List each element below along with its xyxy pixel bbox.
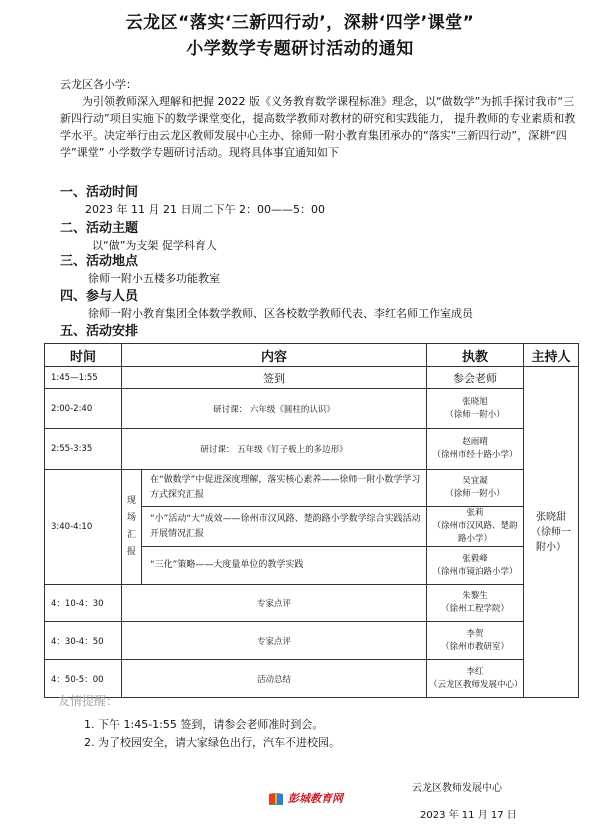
- teacher-cell: [427, 622, 524, 660]
- table-row: [45, 429, 579, 470]
- teacher-org: （徐师一附小）: [445, 489, 505, 499]
- teacher-name: 张毅峰: [462, 553, 488, 564]
- section-heading-theme: 二、活动主题: [60, 221, 139, 236]
- section-heading-time: 一、活动时间: [60, 185, 139, 200]
- teacher-cell: 参会老师: [427, 367, 524, 389]
- table-row: [45, 660, 579, 698]
- time-cell: 1:45—1:55: [45, 367, 122, 389]
- title-line-1: 云龙区“落实‘三新四行动’，深耕‘四学’课堂”: [125, 13, 475, 33]
- book-icon: [268, 792, 284, 805]
- section-heading-participants: 四、参与人员: [60, 289, 139, 304]
- content-cell: “小”活动“大”成效——徐州市汉风路、楚韵路小学数学综合实践活动开展情况汇报: [142, 507, 427, 547]
- teacher-org: （徐师一附小）: [445, 409, 505, 420]
- teacher-name: 李红: [466, 666, 484, 677]
- teacher-cell: [427, 660, 524, 698]
- time-cell: 2:55-3:35: [45, 429, 122, 470]
- section-content-location: 徐师一附小五楼多功能教室: [88, 272, 220, 285]
- teacher-cell: [427, 585, 524, 622]
- report-label-cell: [122, 470, 142, 585]
- content-cell: 签到: [122, 367, 427, 389]
- teacher-name: 吴宜凝: [462, 476, 488, 486]
- teacher-org: （徐州工程学院）: [441, 604, 510, 614]
- teacher-org: （徐州市教研室）: [441, 641, 510, 652]
- time-cell: 4：10-4：30: [45, 585, 122, 622]
- section-heading-schedule: 五、活动安排: [60, 324, 139, 339]
- teacher-name: 李贺: [466, 628, 484, 639]
- teacher-name: 赵雨晴: [462, 437, 488, 447]
- teacher-cell: [427, 507, 524, 547]
- title-line-2: 小学数学专题研讨活动的通知: [186, 39, 414, 59]
- table-row: [45, 367, 579, 389]
- table-row: [45, 389, 579, 429]
- host-cell: [524, 367, 579, 698]
- teacher-org: （徐州市镜泊路小学）: [432, 566, 518, 577]
- watermark-logo: [268, 790, 343, 806]
- time-cell: 2:00-2:40: [45, 389, 122, 429]
- header-host: 主持人: [524, 344, 579, 367]
- content-cell: 专家点评: [122, 622, 427, 660]
- section-content-time: 2023 年 11 月 21 日周二下午 2：00——5：00: [85, 203, 325, 216]
- section-heading-location: 三、活动地点: [60, 254, 139, 269]
- time-cell: 3:40-4:10: [45, 470, 122, 585]
- header-content: 内容: [122, 344, 427, 367]
- host-name: 张晓甜（徐师一附小）: [531, 511, 572, 553]
- intro-paragraph: 为引领教师深入理解和把握 2022 版《义务教育数学课程标准》理念，以“做数学”为抓手探讨我市“三新四行动”项目实施下的数学课堂变化，提高数学教师对教材的研究和实践能力， 提升教师的专业素质和教学水平。决定举行由云龙区教师发展中心主办、徐师一附小教育集团承办的“落实“三新四行动”，深耕“四学”课堂” 小学数学专题研讨活动。现将具体事宜通知如下: [60, 95, 576, 159]
- section-content-theme: 以“做”为支架 促学科育人: [92, 239, 217, 252]
- reminder-item: 1. 下午 1:45-1:55 签到，请参会老师准时到会。: [84, 718, 324, 731]
- time-cell: 4：50-5：00: [45, 660, 122, 698]
- header-teacher: 执教: [427, 344, 524, 367]
- content-cell: “三化”策略——大度量单位的教学实践: [142, 547, 427, 585]
- teacher-org: （徐州市汉风路、楚韵路小学）: [432, 521, 518, 544]
- report-label: 现场汇报: [126, 496, 136, 557]
- teacher-org: （徐州市经十路小学）: [432, 450, 518, 460]
- content-cell: 研讨课： 五年级《钉子板上的多边形》: [122, 429, 427, 470]
- teacher-cell: [427, 429, 524, 470]
- footer-org: 云龙区教师发展中心: [412, 783, 502, 794]
- teacher-cell: [427, 389, 524, 429]
- table-row: [45, 470, 579, 507]
- teacher-cell: [427, 470, 524, 507]
- content-cell: 在“做数学”中促进深度理解，落实核心素养——徐师一附小数学学习方式探究汇报: [142, 470, 427, 507]
- footer-date: 2023 年 11 月 17 日: [420, 810, 517, 821]
- teacher-name: 张莉: [466, 508, 484, 518]
- teacher-cell: [427, 547, 524, 585]
- section-content-participants: 徐师一附小教育集团全体数学教师、区各校数学教师代表、李红名师工作室成员: [88, 307, 473, 320]
- teacher-name: 朱黎生: [462, 591, 488, 601]
- table-row: [45, 585, 579, 622]
- teacher-name: 张晓旭: [462, 396, 488, 407]
- salutation: 云龙区各小学：: [60, 78, 137, 91]
- time-cell: 4：30-4：50: [45, 622, 122, 660]
- content-cell: 活动总结: [122, 660, 427, 698]
- teacher-org: （云龙区教师发展中心）: [429, 679, 523, 690]
- header-time: 时间: [45, 344, 122, 367]
- table-row: [45, 622, 579, 660]
- watermark-text: 彭城教育网: [288, 792, 343, 805]
- reminder-heading: 友情提醒：: [58, 694, 119, 708]
- content-cell: 研讨课： 六年级《圆柱的认识》: [122, 389, 427, 429]
- content-cell: 专家点评: [122, 585, 427, 622]
- reminder-item: 2. 为了校园安全，请大家绿色出行，汽车不进校园。: [84, 736, 340, 749]
- schedule-table: [44, 343, 579, 698]
